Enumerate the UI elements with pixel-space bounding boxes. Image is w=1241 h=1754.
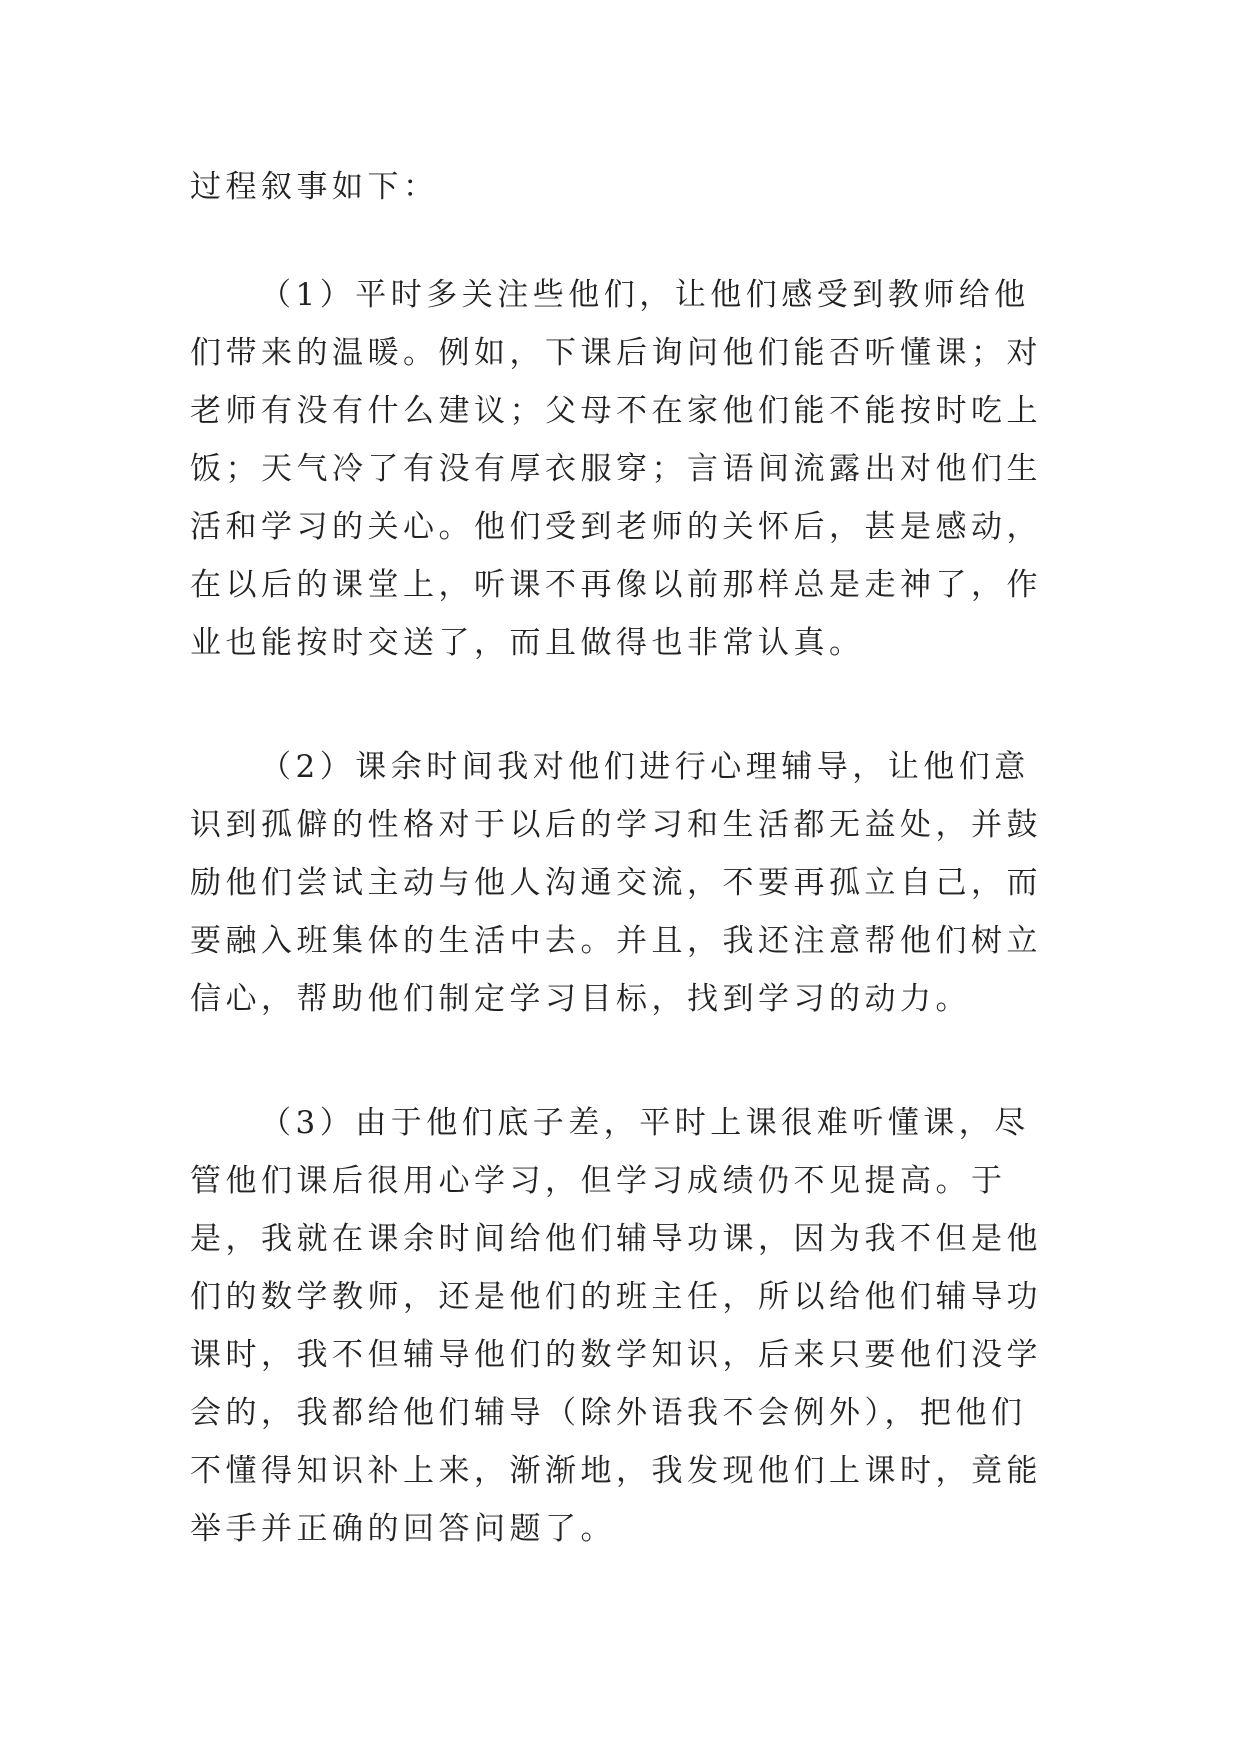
lead-line: 过程叙事如下：	[190, 169, 439, 205]
paragraph-1: （1）平时多关注些他们，让他们感受到教师给他们带来的温暖。例如，下课后询问他们能否听懂课；对老师有没有什么建议；父母不在家他们能不能按时吃上饭；天气冷了有没有厚衣服穿；言语间流露出对他们生活和学习的关心。他们受到老师的关怀后，甚是感动，在以后的课堂上，听课不再像以前那样总是走神了，作业也能按时交送了，而且做得也非常认真。	[190, 277, 1042, 661]
paragraph-3: （3）由于他们底子差，平时上课很难听懂课，尽管他们课后很用心学习，但学习成绩仍不见提高。于是，我就在课余时间给他们辅导功课，因为我不但是他们的数学教师，还是他们的班主任，所以给他们辅导功课时，我不但辅导他们的数学知识，后来只要他们没学会的，我都给他们辅导（除外语我不会例外），把他们不懂得知识补上来，渐渐地，我发现他们上课时，竟能举手并正确的回答问题了。	[190, 1105, 1042, 1547]
paragraph-2: （2）课余时间我对他们进行心理辅导，让他们意识到孤僻的性格对于以后的学习和生活都无益处，并鼓励他们尝试主动与他人沟通交流，不要再孤立自己，而要融入班集体的生活中去。并且，我还注意帮他们树立信心，帮助他们制定学习目标，找到学习的动力。	[190, 749, 1042, 1017]
